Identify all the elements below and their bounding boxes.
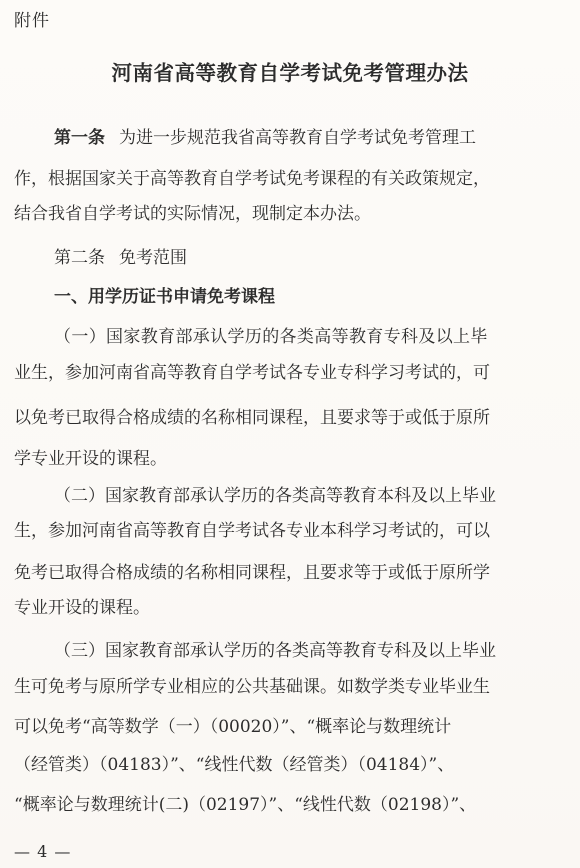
- item3-line4: （经管类）（04183）”、“线性代数（经管类）（04184）”、: [14, 755, 455, 775]
- article1-line3: 结合我省自学考试的实际情况，现制定本办法。: [14, 204, 371, 224]
- item3-line1: （三）国家教育部承认学历的各类高等教育专科及以上毕业: [54, 641, 496, 661]
- item2-line1: （二）国家教育部承认学历的各类高等教育本科及以上毕业: [54, 486, 496, 506]
- item1-line1: （一）国家教育部承认学历的各类高等教育专科及以上毕: [54, 327, 488, 347]
- article2-lead: 第二条: [54, 248, 105, 268]
- article1-line2: 作，根据国家关于高等教育自学考试免考课程的有关政策规定，: [14, 169, 490, 189]
- article1-line1: [54, 127, 476, 149]
- section1-heading: 一、用学历证书申请免考课程: [54, 287, 275, 307]
- item2-line4: 专业开设的课程。: [14, 598, 150, 618]
- item1-line4: 学专业开设的课程。: [14, 449, 167, 469]
- item2-line3: 免考已取得合格成绩的名称相同课程，且要求等于或低于原所学: [14, 563, 490, 583]
- article1-lead: 第一条: [54, 128, 105, 148]
- article2-line: [54, 247, 187, 269]
- item3-line3: 可以免考“高等数学（一）（00020）”、“概率论与数理统计: [14, 717, 452, 737]
- attachment-label: 附件: [14, 11, 50, 31]
- article2-text: 免考范围: [119, 248, 187, 268]
- article1-text-line1: 为进一步规范我省高等教育自学考试免考管理工: [119, 128, 476, 148]
- item3-line2: 生可免考与原所学专业相应的公共基础课。如数学类专业毕业生: [14, 677, 490, 697]
- item2-line2: 生，参加河南省高等教育自学考试各专业本科学习考试的，可以: [14, 521, 490, 541]
- document-title: 河南省高等教育自学考试免考管理办法: [111, 61, 469, 85]
- item1-line2: 业生，参加河南省高等教育自学考试各专业专科学习考试的，可: [14, 363, 490, 383]
- page-number: — 4 —: [14, 842, 72, 861]
- item3-line5: “概率论与数理统计(二)（02197）”、“线性代数（02198）”、: [14, 795, 477, 815]
- item1-line3: 以免考已取得合格成绩的名称相同课程，且要求等于或低于原所: [14, 408, 490, 428]
